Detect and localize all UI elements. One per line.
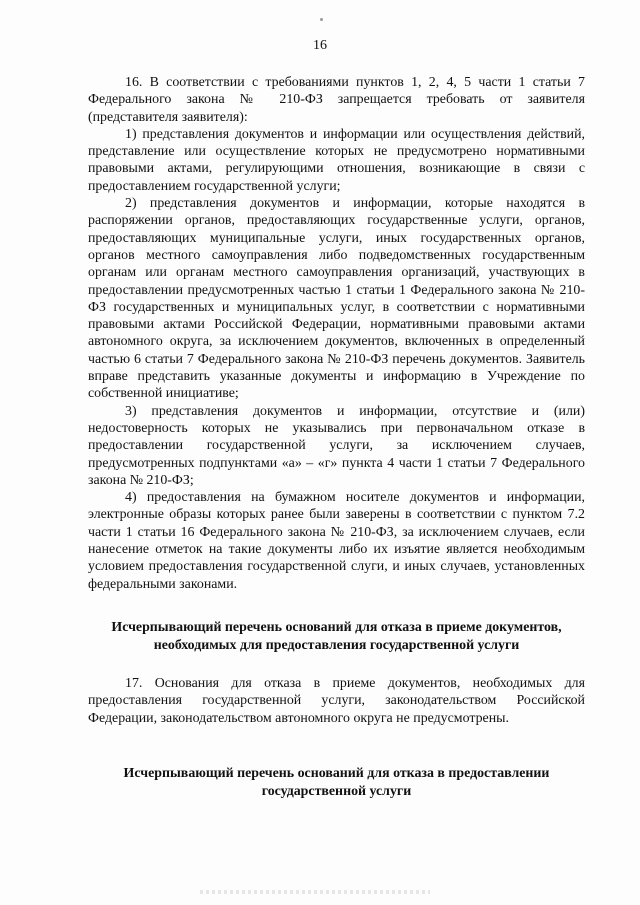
paragraph-16-item-3: 3) представления документов и информации, отсутствие и (или) недостоверность которых не указывались при первоначальном отказе в предоставлении государственной услуги, за исключением случаев, предусмотренных подпунктами «а» – «г» пункта 4 части 1 статьи 7 Федерального закона № 210-ФЗ; [88,403,585,488]
section-heading-refusal-service: Исчерпывающий перечень оснований для отказа в предоставлении государственной услуги [123,765,550,799]
document-body [88,74,585,801]
scan-artifact-bottom [200,890,430,894]
paragraph-16-item-4: 4) предоставления на бумажном носителе документов и информации, электронные образы которых ранее были заверены в соответствии с пунктом 7.2 части 1 статьи 16 Федерального закона № 210-ФЗ, за исключением случаев, если нанесение отметок на такие документы либо их изъятие является необходимым условием предоставления государственной слуги, и иных случаев, установленных федеральными законами. [88,490,585,592]
paragraph-16-intro: 16. В соответствии с требованиями пунктов 1, 2, 4, 5 части 1 статьи 7 Федерального закона № 210-ФЗ запрещается требовать от заявителя (представителя заявителя): [88,75,585,125]
paragraph-17: 17. Основания для отказа в приеме документов, необходимых для предоставления государственной услуги, законодательством Российской Федерации, законодательством автономного округа не предусмотрены. [88,675,585,726]
paragraph-16-item-2: 2) представления документов и информации, которые находятся в распоряжении органов, предоставляющих государственные услуги, органов, предоставляющих муниципальные услуги, иных государственных органов, органов местного самоуправления либо подведомственных государственным органам или органам местного самоуправления организаций, участвующих в предоставлении предусмотренных частью 1 статьи 1 Федерального закона № 210-ФЗ государственных и муниципальных услуг, в соответствии с нормативными правовыми актами Российской Федерации, нормативными правовыми актами автономного округа, за исключением документов, включенных в определенный частью 6 статьи 7 Федерального закона № 210-ФЗ перечень документов. Заявитель вправе представить указанные документы и информацию в Учреждение по собственной инициативе; [88,196,585,402]
page-number: 16 [313,38,327,53]
section-heading-refusal-reception: Исчерпывающий перечень оснований для отказа в приеме документов, необходимых для предоставления государственной услуги [111,619,562,653]
paragraph-16-item-1: 1) представления документов и информации или осуществления действий, представление или осуществление которых не предусмотрено нормативными правовыми актами, регулирующими отношения, возникающие в связи с предоставлением государственной услуги; [88,126,585,194]
scan-artifact [320,18,323,21]
